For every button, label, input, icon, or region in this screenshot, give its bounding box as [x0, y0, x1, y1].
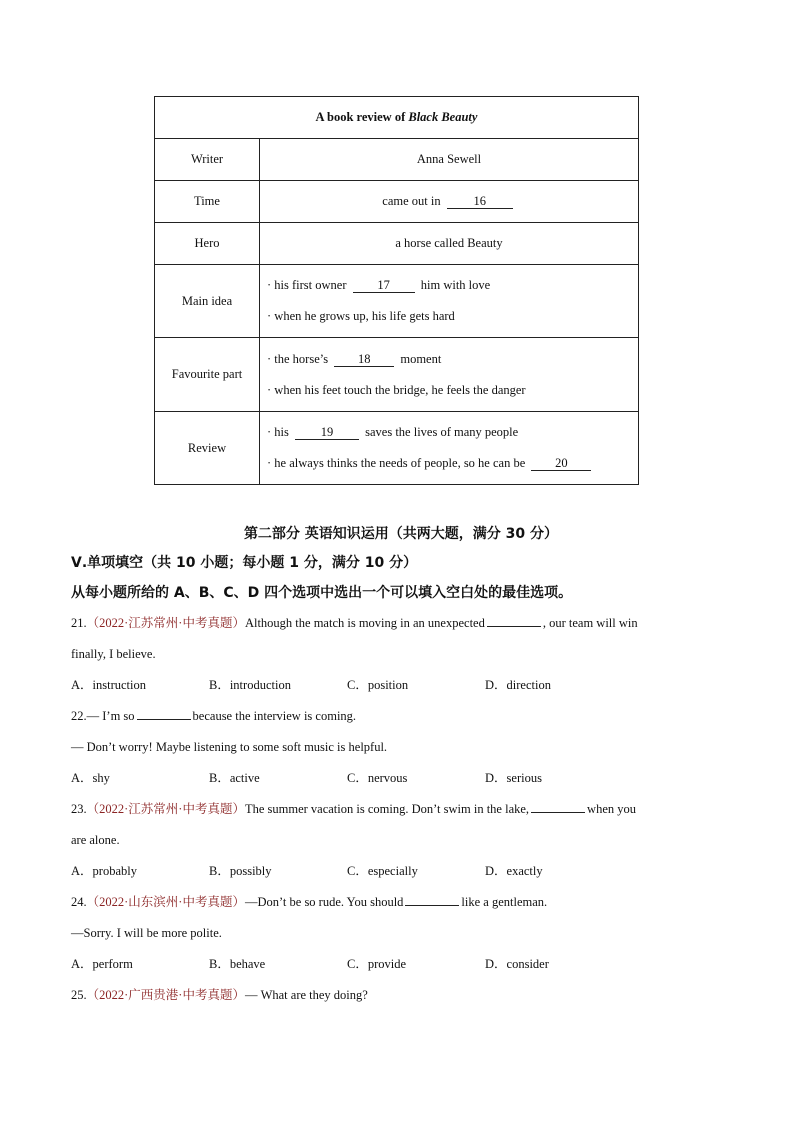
- main-idea-line-1-a: · his first owner: [267, 278, 347, 292]
- q24-source: （2022·山东滨州·中考真题）: [86, 895, 245, 909]
- main-idea-line-2: · when he grows up, his life gets hard: [267, 309, 455, 323]
- book-review-table: [154, 96, 639, 485]
- blank-16: 16: [447, 194, 513, 209]
- q24-option-d: D．consider: [485, 957, 549, 971]
- review-line-2: [267, 448, 638, 479]
- q24-option-a: A．perform: [71, 957, 133, 971]
- q21-text-b: , our team will win: [542, 616, 638, 630]
- question-25: [71, 980, 731, 1011]
- row-time-prefix: came out in: [382, 194, 441, 208]
- question-24: [71, 887, 731, 918]
- blank-17: 17: [353, 278, 415, 293]
- row-review-label: Review: [155, 412, 260, 485]
- blank-19: 19: [295, 425, 359, 440]
- row-time: [155, 181, 639, 223]
- question-23: [71, 794, 731, 825]
- sub-heading: Ⅴ.单项填空（共 10 小题；每小题 1 分，满分 10 分）: [71, 555, 418, 571]
- row-main-idea-value: [260, 265, 639, 338]
- row-favourite-value: [260, 338, 639, 412]
- row-main-idea-label: Main idea: [155, 265, 260, 338]
- q22-options: [71, 763, 731, 794]
- q24-number: 24.: [71, 895, 87, 909]
- q23-blank: [531, 800, 585, 813]
- question-22: [71, 701, 731, 732]
- q24-continuation: —Sorry. I will be more polite.: [71, 926, 222, 940]
- blank-20: 20: [531, 456, 591, 471]
- row-hero-label: Hero: [155, 223, 260, 265]
- main-idea-line-1: [267, 270, 638, 301]
- q22-option-d: D．serious: [485, 771, 542, 785]
- q23-text-b: when you: [587, 802, 636, 816]
- row-main-idea: [155, 265, 639, 338]
- row-time-label: Time: [155, 181, 260, 223]
- row-writer: [155, 139, 639, 181]
- q24-text-b: like a gentleman.: [461, 895, 548, 909]
- favourite-line-1-b: moment: [400, 351, 442, 366]
- q23-option-c: C．especially: [347, 864, 418, 878]
- q23-options: [71, 856, 731, 887]
- q23-option-d: D．exactly: [485, 864, 543, 878]
- q24-text-a: —Don’t be so rude. You should: [244, 895, 404, 909]
- q24-option-c: C．provide: [347, 957, 407, 971]
- row-favourite-label: Favourite part: [155, 338, 260, 412]
- review-line-1-b: saves the lives of many people: [365, 425, 519, 439]
- row-writer-value: Anna Sewell: [260, 139, 639, 181]
- review-line-1: [267, 417, 638, 448]
- q24-option-b: B．behave: [209, 957, 266, 971]
- table-title-book: Black Beauty: [408, 110, 478, 124]
- q25-text-a: — What are they doing?: [244, 988, 368, 1002]
- q22-text-a: 22.— I’m so: [71, 709, 135, 723]
- favourite-line-2: · when his feet touch the bridge, he feels the danger: [267, 382, 526, 397]
- q23-option-b: B．possibly: [209, 864, 272, 878]
- favourite-line-1: [267, 344, 638, 375]
- blank-18: 18: [334, 352, 394, 367]
- row-writer-label: Writer: [155, 139, 260, 181]
- q21-number: 21.: [71, 616, 87, 630]
- q22-text-b: because the interview is coming.: [192, 709, 357, 723]
- q21-text-a: Although the match is moving in an unexpected: [244, 616, 485, 630]
- row-time-value: [260, 181, 639, 223]
- q21-option-b: B．introduction: [209, 678, 291, 692]
- review-line-1-a: · his: [267, 425, 289, 439]
- q21-continuation: finally, I believe.: [71, 647, 156, 661]
- q22-continuation: — Don’t worry! Maybe listening to some soft music is helpful.: [71, 740, 388, 754]
- q22-option-c: C．nervous: [347, 771, 408, 785]
- table-title-prefix: A book review of: [315, 110, 409, 124]
- q23-continuation: are alone.: [71, 833, 120, 847]
- q23-text-a: The summer vacation is coming. Don’t swim in the lake,: [244, 802, 530, 816]
- q24-options: [71, 949, 731, 980]
- q21-source: （2022·江苏常州·中考真题）: [86, 616, 245, 630]
- row-hero-value: a horse called Beauty: [260, 223, 639, 265]
- row-favourite: [155, 338, 639, 412]
- questions-section: [71, 520, 731, 1011]
- row-review-value: [260, 412, 639, 485]
- part-heading: 第二部分 英语知识运用（共两大题，满分 30 分）: [243, 526, 559, 542]
- q25-source: （2022·广西贵港·中考真题）: [86, 988, 245, 1002]
- question-21: [71, 608, 731, 639]
- q21-option-c: C．position: [347, 678, 409, 692]
- q22-option-a: A．shy: [71, 771, 110, 785]
- q22-option-b: B．active: [209, 771, 260, 785]
- favourite-line-1-a: · the horse’s: [267, 351, 329, 366]
- review-line-2-a: · he always thinks the needs of people, so he can be: [267, 456, 526, 470]
- q23-number: 23.: [71, 802, 87, 816]
- q22-blank: [137, 707, 191, 720]
- q21-options: [71, 670, 731, 701]
- main-idea-line-1-b: him with love: [420, 278, 491, 292]
- q21-option-a: A．instruction: [71, 678, 146, 692]
- q24-blank: [405, 893, 459, 906]
- row-hero: [155, 223, 639, 265]
- q21-option-d: D．direction: [485, 678, 551, 692]
- table-title-row: [155, 97, 639, 139]
- q23-source: （2022·江苏常州·中考真题）: [86, 802, 245, 816]
- q25-number: 25.: [71, 988, 87, 1002]
- instruction-text: 从每小题所给的 A、B、C、D 四个选项中选出一个可以填入空白处的最佳选项。: [71, 585, 573, 601]
- table-title: [155, 97, 639, 139]
- q23-option-a: A．probably: [71, 864, 137, 878]
- q21-blank: [487, 614, 541, 627]
- row-review: [155, 412, 639, 485]
